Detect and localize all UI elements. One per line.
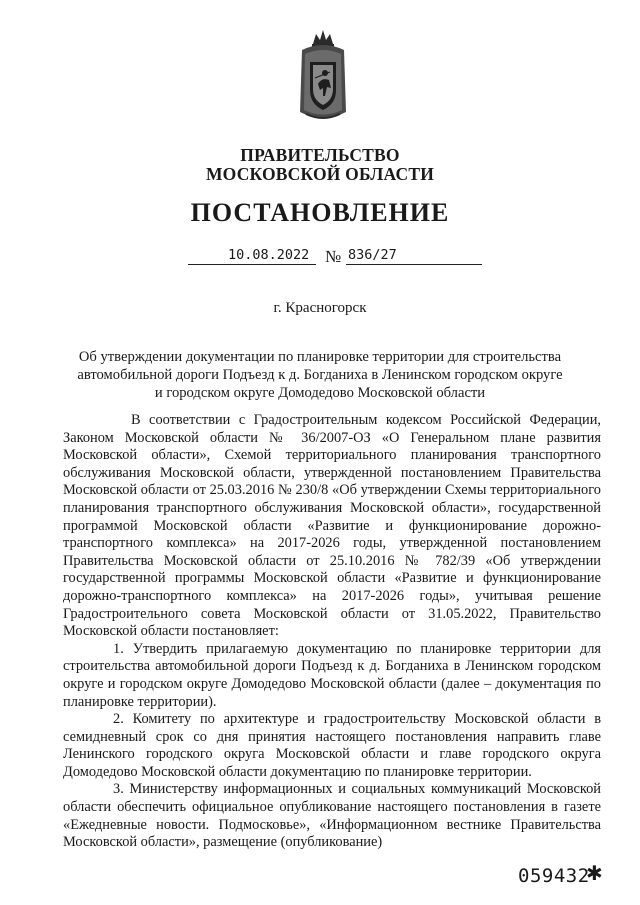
issuer-line-1: ПРАВИТЕЛЬСТВО: [240, 145, 400, 165]
document-number: 836/27: [348, 247, 397, 263]
subject-line: автомобильной дороги Подъезд к д. Богданиха в Ленинском городском округе: [77, 367, 563, 383]
subject-line: Об утверждении документации по планировке территории для строительства: [78, 349, 562, 365]
document-type-title: ПОСТАНОВЛЕНИЕ: [190, 198, 450, 227]
document-date: 10.08.2022: [228, 247, 310, 263]
date-underline: [188, 264, 316, 265]
preamble-paragraph: В соответствии с Градостроительным кодексом Российской Федерации, Законом Московской области № 36/2007-ОЗ «О Генеральном плане развития Московской области», Схемой территориального планирования транспортного обслуживания Московской области, утвержденной постановлением Правительства Московской области от 25.03.2016 № 230/8 «Об утверждении Схемы территориального планирования транспортного обслуживания Московской области», государственной программой Московской области «Развитие и функционирование дорожно-транспортного комплекса» на 2017-2026 годы, утвержденной постановлением Правительства Московской области от 25.10.2016 № 782/39 «Об утверждении государственной программы Московской области «Развитие и функционирование дорожно-транспортного комплекса» на 2017-2026 годы», учитывая решение Градостроительного совета Московской области от 31.05.2022, Правительство Московской области постановляет:: [63, 412, 601, 640]
clause-2: 2. Комитету по архитектуре и градостроительству Московской области в семидневный срок со дня принятия настоящего постановления направить главе Ленинского городского округа Московской области и главе городского округа Домодедово Московской области документацию по планировке территории.: [63, 711, 601, 780]
city: г. Красногорск: [273, 300, 367, 316]
document-body: [63, 412, 601, 852]
subject-line: и городском округе Домодедово Московской области: [154, 385, 486, 401]
serial-star-icon: ✱: [586, 863, 603, 885]
serial-number: 059432: [518, 865, 590, 887]
number-underline: [346, 264, 482, 265]
coat-of-arms-icon: [296, 26, 350, 126]
number-sign: №: [325, 247, 342, 266]
clause-1: 1. Утвердить прилагаемую документацию по планировке территории для строительства автомобильной дороги Подъезд к д. Богданиха в Ленинском городском округе и городском округе Домодедово Московской области (далее – документация по планировке территории).: [63, 640, 601, 710]
issuer-line-2: МОСКОВСКОЙ ОБЛАСТИ: [205, 164, 435, 184]
document-subject: [0, 348, 640, 402]
clause-3: 3. Министерству информационных и социальных коммуникаций Московской области обеспечить официальное опубликование настоящего постановления в газете «Ежедневные новости. Подмосковье», «Информационном вестнике Правительства Московской области», размещение (опубликование): [63, 781, 601, 851]
